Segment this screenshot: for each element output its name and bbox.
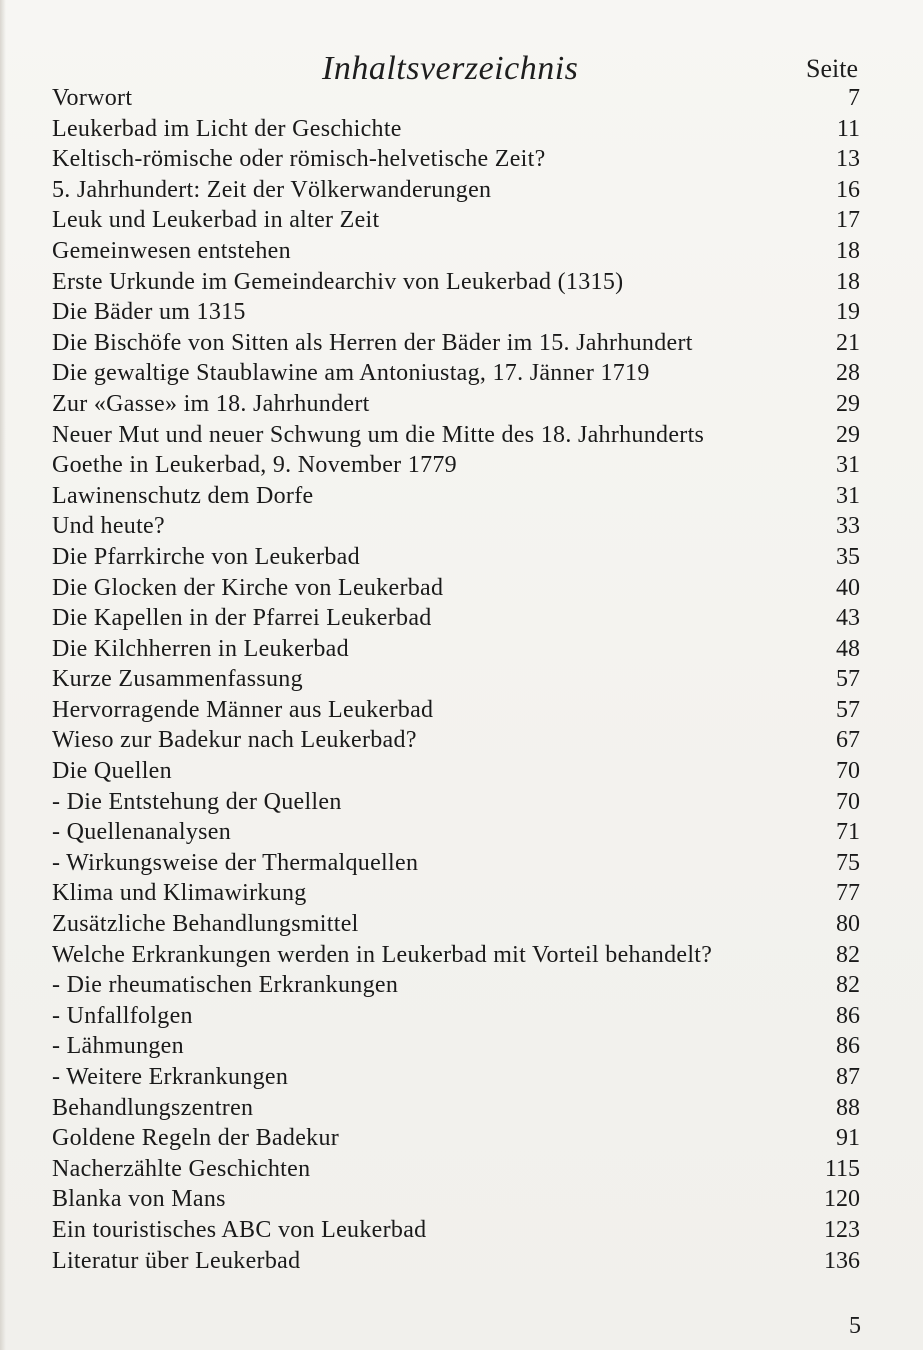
toc-entry bbox=[52, 1031, 860, 1062]
toc-entry bbox=[52, 940, 860, 971]
toc-entry-page-number: 11 bbox=[836, 115, 860, 142]
toc-entry-page-number: 57 bbox=[836, 696, 860, 723]
toc-entry-page-number: 48 bbox=[836, 635, 860, 662]
toc-entry-page-number: 13 bbox=[836, 146, 860, 173]
toc-entry bbox=[52, 848, 860, 879]
toc-entry-label: - Lähmungen bbox=[52, 1033, 184, 1060]
toc-entry bbox=[52, 205, 860, 236]
toc-entry-label: - Unfallfolgen bbox=[52, 1002, 193, 1029]
toc-entry bbox=[52, 573, 860, 604]
toc-entry-page-number: 43 bbox=[836, 605, 860, 632]
toc-entry bbox=[52, 1093, 860, 1124]
toc-entry-page-number: 31 bbox=[836, 482, 860, 509]
page-column-header: Seite bbox=[806, 54, 858, 83]
toc-entry-label: - Die Entstehung der Quellen bbox=[52, 788, 342, 815]
toc-entry-page-number: 82 bbox=[836, 972, 860, 999]
toc-entry bbox=[52, 603, 860, 634]
table-of-contents bbox=[52, 83, 860, 1276]
toc-entry-label: Zusätzliche Behandlungsmittel bbox=[52, 911, 359, 938]
toc-entry-page-number: 67 bbox=[836, 727, 860, 754]
toc-entry bbox=[52, 695, 860, 726]
toc-entry-label: Goldene Regeln der Badekur bbox=[52, 1125, 340, 1152]
toc-entry-page-number: 7 bbox=[848, 85, 860, 111]
toc-entry-page-number: 29 bbox=[836, 421, 860, 448]
toc-entry-label: Erste Urkunde im Gemeindearchiv von Leukerbad (1315) bbox=[52, 268, 624, 295]
toc-entry-label: Neuer Mut und neuer Schwung um die Mitte des 18. Jahrhunderts bbox=[52, 421, 705, 448]
toc-entry bbox=[52, 970, 860, 1001]
toc-entry bbox=[52, 634, 860, 665]
toc-entry-label: Die Quellen bbox=[52, 758, 172, 785]
toc-entry-page-number: 57 bbox=[836, 666, 860, 693]
toc-entry-page-number: 86 bbox=[836, 1033, 860, 1060]
toc-entry-page-number: 31 bbox=[836, 452, 860, 479]
toc-entry bbox=[52, 83, 860, 114]
toc-entry-label: 5. Jahrhundert: Zeit der Völkerwanderungen bbox=[52, 176, 492, 203]
toc-entry bbox=[52, 175, 860, 206]
toc-entry bbox=[52, 725, 860, 756]
toc-entry-label: Und heute? bbox=[52, 513, 165, 540]
toc-entry-page-number: 87 bbox=[836, 1064, 860, 1090]
toc-entry-page-number: 33 bbox=[836, 513, 860, 540]
toc-entry-page-number: 16 bbox=[836, 176, 860, 203]
toc-entry-label: Vorwort bbox=[52, 85, 133, 111]
toc-entry-page-number: 82 bbox=[836, 941, 860, 968]
toc-entry-label: Leukerbad im Licht der Geschichte bbox=[52, 115, 402, 142]
toc-entry-page-number: 28 bbox=[836, 360, 860, 387]
toc-entry-label: Die Pfarrkirche von Leukerbad bbox=[52, 543, 360, 570]
toc-entry-label: Die Bäder um 1315 bbox=[52, 299, 246, 326]
toc-entry-page-number: 88 bbox=[836, 1094, 860, 1121]
toc-entry bbox=[52, 236, 860, 267]
toc-entry-label: Kurze Zusammenfassung bbox=[52, 666, 303, 693]
page-title: Inhaltsverzeichnis bbox=[322, 50, 579, 87]
toc-entry bbox=[52, 144, 860, 175]
toc-entry-page-number: 86 bbox=[836, 1002, 860, 1029]
toc-entry-page-number: 77 bbox=[836, 880, 860, 907]
toc-entry bbox=[52, 1154, 860, 1185]
toc-entry-label: Die Bischöfe von Sitten als Herren der Bäder im 15. Jahrhundert bbox=[52, 329, 693, 356]
toc-entry bbox=[52, 1215, 860, 1246]
toc-entry bbox=[52, 114, 860, 145]
toc-entry-label: Die Glocken der Kirche von Leukerbad bbox=[52, 574, 444, 601]
page-edge-shadow bbox=[0, 0, 6, 1350]
toc-entry-page-number: 21 bbox=[836, 329, 860, 356]
toc-entry-page-number: 120 bbox=[824, 1186, 860, 1213]
toc-entry-label: Goethe in Leukerbad, 9. November 1779 bbox=[52, 452, 457, 479]
toc-entry-label: Literatur über Leukerbad bbox=[52, 1247, 301, 1274]
toc-entry bbox=[52, 481, 860, 512]
toc-entry-page-number: 18 bbox=[836, 237, 860, 264]
toc-entry-label: Lawinenschutz dem Dorfe bbox=[52, 482, 314, 509]
toc-entry bbox=[52, 878, 860, 909]
toc-entry bbox=[52, 1246, 860, 1277]
toc-entry-page-number: 115 bbox=[824, 1155, 860, 1182]
toc-entry bbox=[52, 297, 860, 328]
toc-entry-label: Die gewaltige Staublawine am Antoniustag, 17. Jänner 1719 bbox=[52, 360, 650, 387]
toc-entry-label: Hervorragende Männer aus Leukerbad bbox=[52, 696, 434, 723]
toc-entry bbox=[52, 511, 860, 542]
toc-entry bbox=[52, 389, 860, 420]
toc-entry bbox=[52, 542, 860, 573]
toc-entry bbox=[52, 909, 860, 940]
toc-entry-label: Blanka von Mans bbox=[52, 1186, 226, 1213]
toc-entry-label: - Weitere Erkrankungen bbox=[52, 1064, 289, 1090]
toc-entry bbox=[52, 450, 860, 481]
toc-entry bbox=[52, 1062, 860, 1093]
toc-entry-label: Gemeinwesen entstehen bbox=[52, 237, 291, 264]
toc-entry bbox=[52, 1123, 860, 1154]
toc-entry-label: Nacherzählte Geschichten bbox=[52, 1155, 311, 1182]
toc-entry-page-number: 19 bbox=[836, 299, 860, 326]
toc-entry-label: Ein touristisches ABC von Leukerbad bbox=[52, 1216, 427, 1243]
toc-entry bbox=[52, 1184, 860, 1215]
toc-entry bbox=[52, 817, 860, 848]
toc-entry bbox=[52, 787, 860, 818]
toc-entry-page-number: 136 bbox=[824, 1247, 860, 1274]
toc-entry-page-number: 40 bbox=[836, 574, 860, 601]
toc-entry-label: Welche Erkrankungen werden in Leukerbad mit Vorteil behandelt? bbox=[52, 941, 713, 968]
toc-entry-label: Die Kilchherren in Leukerbad bbox=[52, 635, 349, 662]
toc-entry-label: Leuk und Leukerbad in alter Zeit bbox=[52, 207, 380, 234]
toc-entry-label: - Wirkungsweise der Thermalquellen bbox=[52, 849, 419, 876]
toc-entry-page-number: 80 bbox=[836, 911, 860, 938]
toc-entry-page-number: 71 bbox=[836, 819, 860, 846]
toc-entry-page-number: 70 bbox=[836, 788, 860, 815]
footer-page-number: 5 bbox=[849, 1313, 861, 1339]
toc-entry-label: Behandlungszentren bbox=[52, 1094, 254, 1121]
toc-entry-page-number: 91 bbox=[836, 1125, 860, 1152]
toc-entry-label: Keltisch-römische oder römisch-helvetische Zeit? bbox=[52, 146, 546, 173]
toc-entry-page-number: 70 bbox=[836, 758, 860, 785]
toc-entry bbox=[52, 328, 860, 359]
toc-entry-page-number: 35 bbox=[836, 543, 860, 570]
toc-entry-label: - Quellenanalysen bbox=[52, 819, 232, 846]
toc-entry-label: Wieso zur Badekur nach Leukerbad? bbox=[52, 727, 417, 754]
toc-entry-page-number: 75 bbox=[836, 849, 860, 876]
toc-entry-page-number: 29 bbox=[836, 390, 860, 417]
toc-entry-page-number: 17 bbox=[836, 207, 860, 234]
toc-entry-page-number: 123 bbox=[824, 1216, 860, 1243]
toc-entry bbox=[52, 664, 860, 695]
toc-entry-label: Die Kapellen in der Pfarrei Leukerbad bbox=[52, 605, 432, 632]
toc-entry bbox=[52, 267, 860, 298]
toc-entry-label: - Die rheumatischen Erkrankungen bbox=[52, 972, 399, 999]
toc-entry bbox=[52, 1001, 860, 1032]
toc-entry bbox=[52, 420, 860, 451]
toc-entry-page-number: 18 bbox=[836, 268, 860, 295]
toc-entry bbox=[52, 756, 860, 787]
toc-entry-label: Zur «Gasse» im 18. Jahrhundert bbox=[52, 390, 370, 417]
toc-entry bbox=[52, 358, 860, 389]
toc-entry-label: Klima und Klimawirkung bbox=[52, 880, 307, 907]
